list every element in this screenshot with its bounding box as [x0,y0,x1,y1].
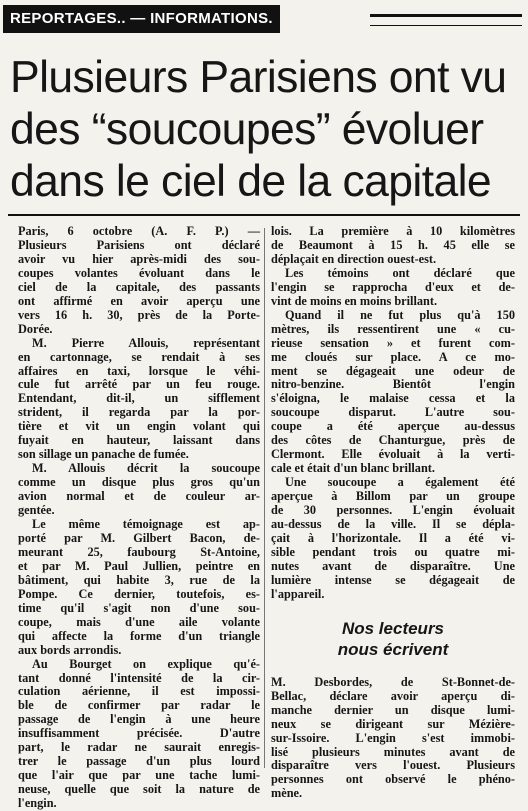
text-line: Clermont. Elle évoluait à la verti- [271,447,515,462]
article-paragraph [18,462,260,518]
text-line: lumière intense se dégageait de [271,572,515,587]
subhead-line: nous écrivent [337,639,449,659]
right-column-bottom [271,676,515,802]
headline-rule [8,214,520,216]
text-line: de 30 personnes. L'engin évoluait [271,503,515,518]
text-line: Les témoins ont déclaré que [285,265,515,280]
text-line: bâtiment, qui habite 3, rue de la [18,572,260,587]
text-line: lisé plusieurs minutes avant de [271,744,515,759]
text-line: mètres, ils ressentirent une « cu- [271,321,515,336]
text-line: qui affecte la forme d'un triangle [18,628,260,643]
text-line: meurant 25, faubourg St-Antoine, [18,544,260,559]
article-paragraph [18,337,260,463]
article-paragraph [271,676,515,802]
article-paragraph [271,267,515,309]
text-line: tière et vit un engin volant qui [18,419,260,434]
headline-line: Plusieurs Parisiens ont vu [10,53,507,102]
text-line: Au Bourget on explique qu'é- [32,656,260,671]
text-line: part, le radar ne saurait enregis- [18,740,260,755]
text-line: vers 16 h. 30, près de la Porte- [18,307,260,322]
text-line: Dorée. [18,321,53,336]
article-paragraph [271,476,515,602]
text-line: aperçue à Billom par un groupe [271,489,515,504]
text-line: insuffisamment précisée. D'autre [18,726,260,741]
text-line: me cloués sur place. A ce mo- [271,349,515,364]
text-line: manche dernier un disque lumi- [271,702,515,717]
text-line: l'engin se rapprocha d'eux et de- [271,279,515,294]
text-line: Quand il ne fut plus qu'à 150 [285,307,515,322]
headline-line: des “soucoupes” évoluer [10,105,484,154]
article-paragraph [18,225,260,337]
text-line: Bellac, déclare avoir aperçu di- [271,688,515,703]
text-line: personnes ont observé le phéno- [271,772,515,787]
text-line: trer le passage d'un plus lourd [18,754,260,769]
text-line: des côtes de Chanturgue, près de [271,433,515,448]
text-line: son sillage un panache de fumée. [18,447,189,462]
text-line: l'engin. [18,796,57,811]
text-line: ont affirmé en avoir aperçu une [18,293,260,308]
text-line: et par M. Paul Jullien, peintre en [18,558,260,573]
text-line: ciel de la capitale, des passants [18,279,260,294]
text-line: disparaître vers l'ouest. Plusieurs [271,758,515,773]
text-line: Le même témoignage est ap- [32,517,260,532]
text-line: coupe, mais d'une aile volante [18,614,260,629]
text-line: tant donné l'intensité de la cir- [18,670,260,685]
text-line: coupe a été aperçue au-dessus [271,419,515,434]
text-line: Entendant, dit-il, un sifflement [18,391,260,406]
text-line: mène. [271,786,303,801]
section-rubric: REPORTAGES.. — INFORMATIONS. [3,5,280,33]
text-line: cule fut arrêté par un feu rouge. [18,377,260,392]
text-line: avion normal et de couleur ar- [18,489,260,504]
text-line: au-dessus de la ville. Il se dépla- [271,517,515,532]
text-line: culation aérienne, il est impossi- [18,684,260,699]
text-line: sur-Issoire. L'engin s'est immobi- [271,730,515,745]
text-line: Paris, 6 octobre (A. F. P.) — [18,224,260,238]
text-line: affaires en taxi, lorsque le véhi- [18,363,260,378]
article-column-right [271,225,515,801]
text-line: Plusieurs Parisiens ont déclaré [18,237,260,252]
text-line: neuse, quelle que soit la nature de [18,782,260,797]
text-line: neux se dirigeant sur Mézière- [271,716,515,731]
text-line: M. Pierre Allouis, représentant [32,335,260,350]
text-line: gentée. [18,503,55,518]
text-line: M. Desbordes, de St-Bonnet-de- [271,674,515,689]
text-line: avoir vu hier après-midi des sou- [18,251,260,266]
text-line: rieuse sensation » et furent com- [271,335,515,350]
article-paragraph [271,225,515,267]
text-line: fuyait en hauteur, laissant dans [18,433,260,448]
text-line: déplaçait en direction ouest-est. [271,251,437,266]
text-line: passage de l'engin à une heure [18,712,260,727]
rubric-rule [370,14,522,26]
article-paragraph [271,309,515,476]
text-line: nitro-benzine. Bientôt l'engin [271,377,515,392]
text-line: en cartonnage, se rendait à ses [18,349,260,364]
text-line: sible pendant trois ou quatre mi- [271,544,515,559]
text-line: vint de moins en moins brillant. [271,293,438,308]
text-line: comme un disque plus gros qu'un [18,475,260,490]
text-line: nutes avant de disparaître. Une [271,558,515,573]
text-line: çait à l'horizontale. Il a été vi- [271,530,515,545]
text-line: lois. La première à 10 kilomètres [271,224,515,238]
text-line: Pompe. Ce dernier, toutefois, es- [18,586,260,601]
text-line: M. Allouis décrit la soucoupe [32,461,260,476]
text-line: soucoupe disparut. L'autre sou- [271,405,515,420]
readers-subhead [271,618,515,660]
text-line: strident, il regarda par la por- [18,405,260,420]
text-line: s'éloigna, le malaise cessa et la [271,391,515,406]
text-line: aux bords arrondis. [18,642,122,657]
text-line: Une soucoupe a également été [285,475,515,490]
right-column-top [271,225,515,602]
text-line: cale et était d'un blanc brillant. [271,461,435,476]
text-line: ment se dégageait une odeur de [271,363,515,378]
article-paragraph [18,518,260,658]
text-line: porté par M. Gilbert Bacon, de- [18,530,260,545]
text-line: time qu'il s'agit non d'une sou- [18,600,260,615]
text-line: ble de confirmer par radar le [18,698,260,713]
headline-line: dans le ciel de la capitale [10,157,492,206]
article-column-left [18,225,260,811]
subhead-line: Nos lecteurs [341,618,445,638]
text-line: l'appareil. [271,586,325,601]
text-line: coupes volantes évoluant dans le [18,265,260,280]
text-line: de Beaumont à 15 h. 45 elle se [271,237,515,252]
article-paragraph [18,658,260,811]
text-line: que l'air que par une tache lumi- [18,768,260,783]
column-rule [264,228,265,768]
headline [10,52,520,208]
